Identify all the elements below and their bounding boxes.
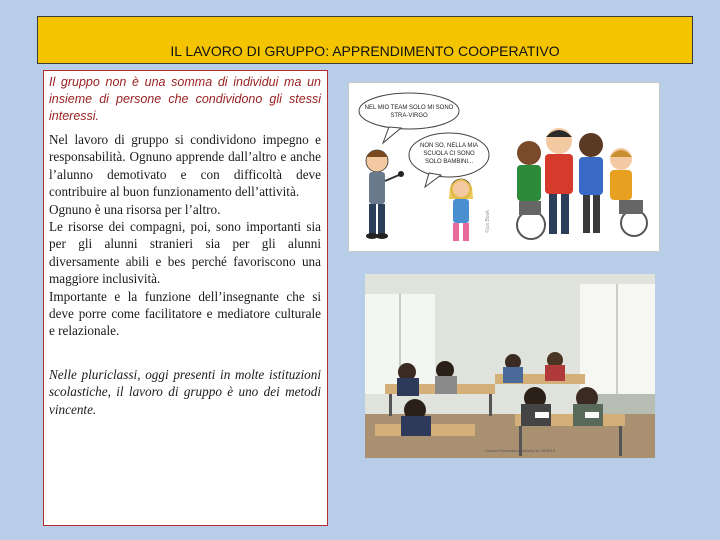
intro-text: Il gruppo non è una somma di individui ma un insieme di persone che condividono gli stessi interessi. <box>49 75 321 123</box>
boy-interviewer-figure <box>366 150 404 239</box>
bubble-2-line-1: NON SO, NELLA MIA <box>419 143 479 149</box>
children-group-figure <box>517 128 647 239</box>
paragraph-1: Nel lavoro di gruppo si condividono impegno e responsabilità. Ognuno apprende dall’altro e anche l’alunno demotivato e con difficoltà deve contribuire al buon funzionamento dell’attività. <box>49 132 321 200</box>
cartoon-illustration <box>348 82 660 252</box>
bubble-2-line-3: SOLO BAMBINI... <box>424 159 474 165</box>
closing-text: Nelle pluriclassi, oggi presenti in molte istituzioni scolastiche, il lavoro di gruppo è uno dei metodi vincente. <box>49 366 321 417</box>
cartoon-signature: ©jux Book <box>485 210 491 233</box>
girl-figure <box>449 179 473 241</box>
paragraph-4: Importante e la funzione dell’insegnante che si deve porre come facilitatore e mediatore culturale e relazionale. <box>49 288 321 339</box>
classroom-photo <box>365 274 655 458</box>
bubble-1-line-1: NEL MIO TEAM SOLO MI SONO <box>364 105 454 111</box>
page-title: IL LAVORO DI GRUPPO: APPRENDIMENTO COOPERATIVO <box>170 43 560 59</box>
bubble-2-line-2: SCUOLA CI SONO <box>423 151 475 157</box>
photo-caption: Scuola Elementare Tuttavia 3a 2015/16 <box>485 448 556 453</box>
text-panel <box>43 70 328 526</box>
paragraph-2: Ognuno è una risorsa per l’altro. <box>49 201 221 217</box>
bubble-1-line-2: STRA-VIRGO <box>390 113 428 119</box>
title-bar <box>37 16 693 64</box>
paragraph-3: Le risorse dei compagni, poi, sono importanti sia per gli alunni stranieri sia per gli alunni diversamente abili e bes perché favoriscono una maggiore inclusività. <box>49 219 321 287</box>
